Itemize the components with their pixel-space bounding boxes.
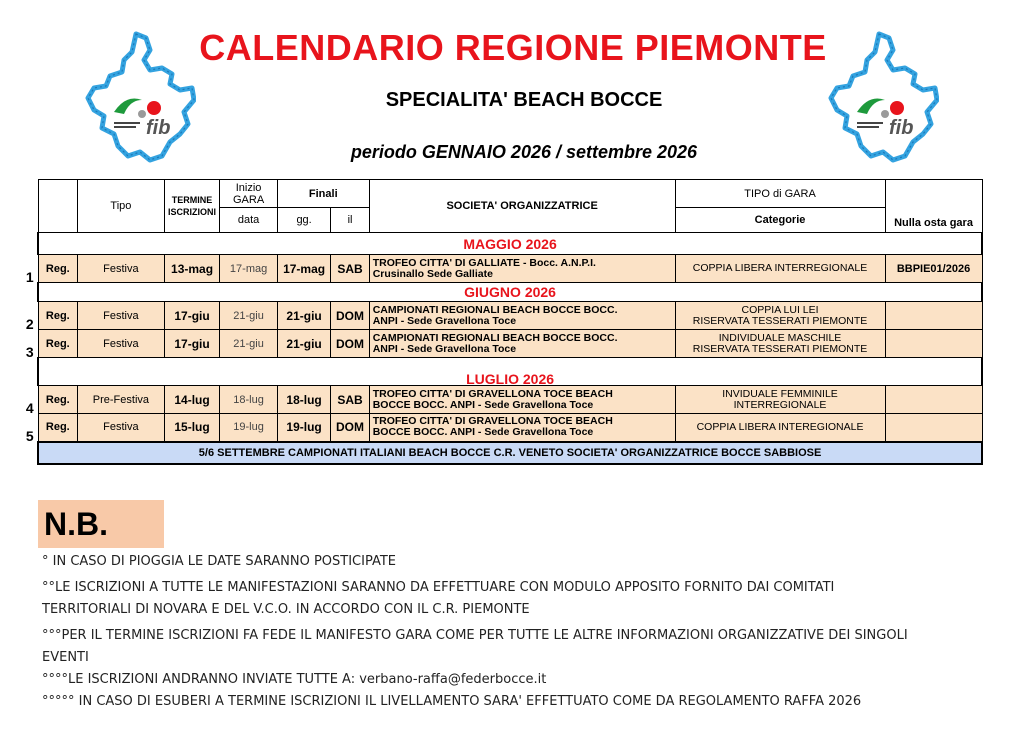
row-finale: 18-lug [277, 386, 331, 414]
row-termine: 17-giu [164, 302, 220, 330]
row-societa: CAMPIONATI REGIONALI BEACH BOCCE BOCC. ANPI - Sede Gravellona Toce [369, 302, 675, 330]
row-societa: TROFEO CITTA' DI GALLIATE - Bocc. A.N.P.I. Crusinallo Sede Galliate [369, 255, 675, 283]
table-row [22, 255, 982, 283]
row-inizio: 21-giu [220, 302, 278, 330]
row-categoria: INDIVIDUALE MASCHILE RISERVATA TESSERATI PIEMONTE [675, 330, 885, 358]
row-tipo: Festiva [78, 255, 165, 283]
row-termine: 13-mag [164, 255, 220, 283]
header-finali: Finali [277, 180, 369, 208]
row-nulla-osta [885, 330, 982, 358]
note-line: °°°°° IN CASO DI ESUBERI A TERMINE ISCRIZIONI IL LIVELLAMENTO SARA' EFFETTUATO COME DA REGOLAMENTO RAFFA 2026 [42, 694, 862, 709]
row-inizio: 18-lug [220, 386, 278, 414]
row-finale: 21-giu [277, 302, 331, 330]
row-number: 5 [22, 414, 38, 442]
row-reg: Reg. [38, 302, 77, 330]
note-line: ° IN CASO DI PIOGGIA LE DATE SARANNO POSTICIPATE [42, 554, 396, 569]
row-giorno: DOM [331, 330, 369, 358]
month-row [22, 233, 982, 255]
header-categorie: Categorie [675, 208, 885, 233]
row-nulla-osta [885, 302, 982, 330]
row-finale: 21-giu [277, 330, 331, 358]
table-row [22, 414, 982, 442]
row-categoria: INVIDUALE FEMMINILE INTERREGIONALE [675, 386, 885, 414]
header-inizio-gara: Inizio GARA [220, 180, 278, 208]
table-header-row-1 [22, 180, 982, 208]
row-termine: 14-lug [164, 386, 220, 414]
row-giorno: SAB [331, 255, 369, 283]
row-tipo: Festiva [78, 302, 165, 330]
nb-label: N.B. [38, 500, 164, 548]
header-tipo: Tipo [78, 180, 165, 233]
row-tipo: Festiva [78, 414, 165, 442]
row-reg: Reg. [38, 414, 77, 442]
row-reg: Reg. [38, 255, 77, 283]
september-note: 5/6 SETTEMBRE CAMPIONATI ITALIANI BEACH BOCCE C.R. VENETO SOCIETA' ORGANIZZATRICE BOCCE SABBIOSE [38, 442, 982, 464]
header-termine-iscrizioni: TERMINE ISCRIZIONI [164, 180, 220, 233]
september-note-row [22, 442, 982, 464]
row-number: 2 [22, 302, 38, 330]
row-giorno: SAB [331, 386, 369, 414]
header-data: data [220, 208, 278, 233]
table-row [22, 302, 982, 330]
header-gg: gg. [277, 208, 331, 233]
period-label: periodo GENNAIO 2026 / settembre 2026 [350, 142, 698, 162]
calendar-table [22, 179, 983, 465]
row-reg: Reg. [38, 330, 77, 358]
header-tipo-gara: TIPO di GARA [675, 180, 885, 208]
row-giorno: DOM [331, 302, 369, 330]
row-categoria: COPPIA LIBERA INTEREGIONALE [675, 414, 885, 442]
header-nulla-osta: Nulla osta gara [885, 180, 982, 233]
svg-text:fib: fib [146, 117, 171, 139]
row-number: 3 [22, 330, 38, 358]
page-subtitle: SPECIALITA' BEACH BOCCE [385, 89, 663, 111]
row-inizio: 21-giu [220, 330, 278, 358]
row-nulla-osta [885, 414, 982, 442]
row-number: 1 [22, 255, 38, 283]
header-reg-cell [38, 180, 77, 233]
month-label: MAGGIO 2026 [38, 233, 982, 255]
header-societa: SOCIETA' ORGANIZZATRICE [369, 180, 675, 233]
note-line: °°°PER IL TERMINE ISCRIZIONI FA FEDE IL MANIFESTO GARA COME PER TUTTE LE ALTRE INFORMAZIONI ORGANIZZATIVE DEI SINGOLI [42, 628, 908, 643]
row-inizio: 17-mag [220, 255, 278, 283]
row-giorno: DOM [331, 414, 369, 442]
row-societa: CAMPIONATI REGIONALI BEACH BOCCE BOCC. ANPI - Sede Gravellona Toce [369, 330, 675, 358]
row-categoria: COPPIA LIBERA INTERREGIONALE [675, 255, 885, 283]
table-row [22, 330, 982, 358]
row-reg: Reg. [38, 386, 77, 414]
page-title: CALENDARIO REGIONE PIEMONTE [199, 27, 827, 68]
svg-text:fib: fib [889, 117, 914, 139]
row-termine: 15-lug [164, 414, 220, 442]
header-il: il [331, 208, 369, 233]
note-line: TERRITORIALI DI NOVARA E DEL V.C.O. IN ACCORDO CON IL C.R. PIEMONTE [42, 602, 530, 617]
row-finale: 19-lug [277, 414, 331, 442]
row-societa: TROFEO CITTA' DI GRAVELLONA TOCE BEACH BOCCE BOCC. ANPI - Sede Gravellona Toce [369, 414, 675, 442]
table-row [22, 386, 982, 414]
row-nulla-osta: BBPIE01/2026 [885, 255, 982, 283]
month-row [22, 358, 982, 386]
month-row [22, 283, 982, 302]
row-categoria: COPPIA LUI LEI RISERVATA TESSERATI PIEMONTE [675, 302, 885, 330]
row-nulla-osta [885, 386, 982, 414]
row-societa: TROFEO CITTA' DI GRAVELLONA TOCE BEACH BOCCE BOCC. ANPI - Sede Gravellona Toce [369, 386, 675, 414]
row-finale: 17-mag [277, 255, 331, 283]
row-termine: 17-giu [164, 330, 220, 358]
note-line: EVENTI [42, 650, 89, 665]
month-label: GIUGNO 2026 [38, 283, 982, 302]
row-inizio: 19-lug [220, 414, 278, 442]
row-tipo: Festiva [78, 330, 165, 358]
row-tipo: Pre-Festiva [78, 386, 165, 414]
note-line: °°°°LE ISCRIZIONI ANDRANNO INVIATE TUTTE A: verbano-raffa@federbocce.it [42, 672, 547, 687]
row-number: 4 [22, 386, 38, 414]
month-label: LUGLIO 2026 [38, 358, 982, 386]
notes-list [42, 551, 1002, 713]
note-line: °°LE ISCRIZIONI A TUTTE LE MANIFESTAZIONI SARANNO DA EFFETTUARE CON MODULO APPOSITO FORNITO DAI COMITATI [42, 580, 835, 595]
